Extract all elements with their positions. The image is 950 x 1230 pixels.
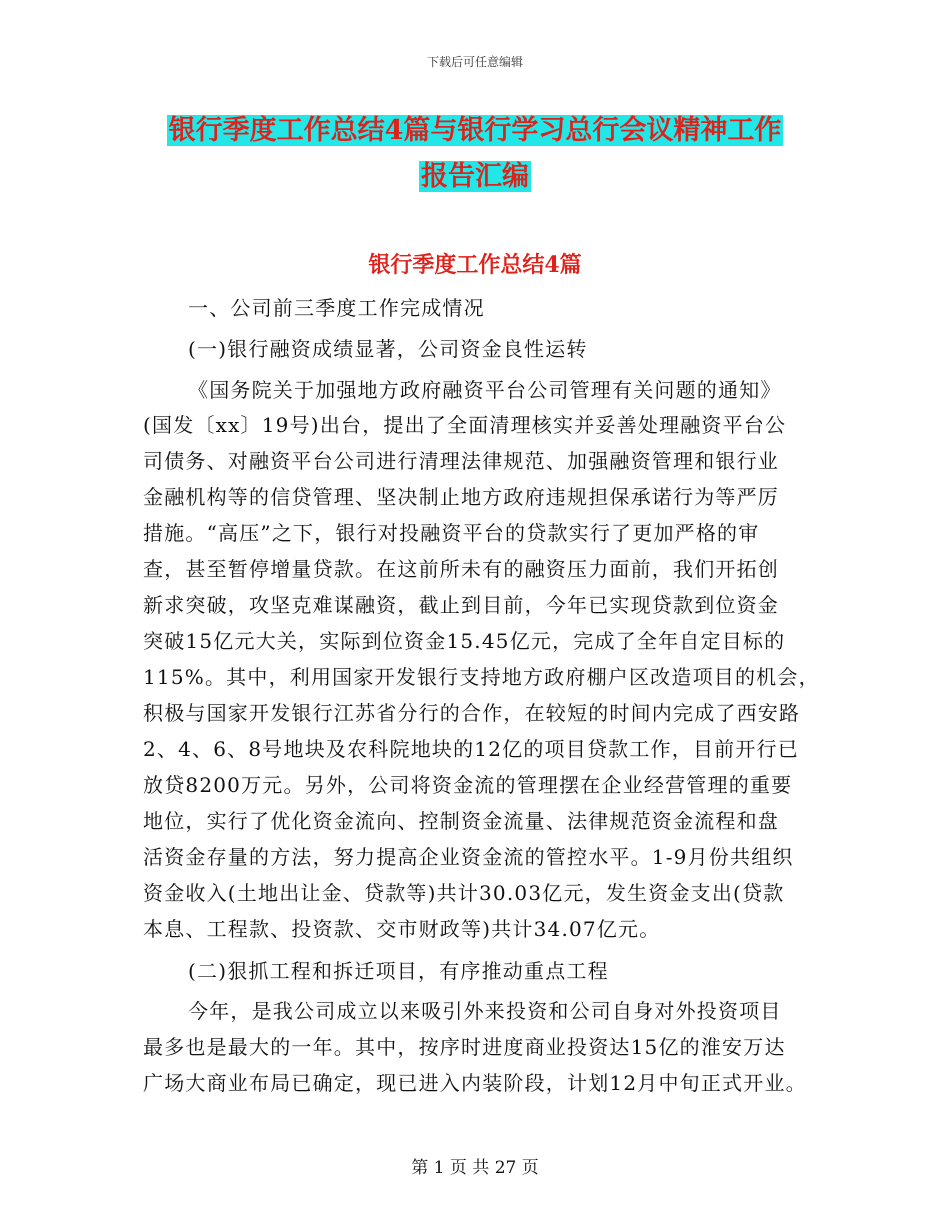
subheading-2: (二)狠抓工程和拆迁项目，有序推动重点工程: [188, 959, 609, 983]
paragraph-line: 广场大商业布局已确定，现已进入内装阶段，计划12月中旬正式开业。: [143, 1071, 807, 1095]
header-note: 下载后可任意编辑: [426, 55, 523, 69]
paragraph-line: 《国务院关于加强地方政府融资平台公司管理有关问题的通知》: [188, 378, 782, 402]
paragraph-line: 活资金存量的方法，努力提高企业资金流的管控水平。1-9月份共组织: [143, 845, 794, 869]
paragraph-line: 资金收入(土地出让金、贷款等)共计30.03亿元，发生资金支出(贷款: [143, 881, 785, 905]
paragraph-line: 地位，实行了优化资金流向、控制资金流量、法律规范资金流程和盘: [143, 809, 779, 833]
heading-1: 一、公司前三季度工作完成情况: [188, 296, 485, 320]
paragraph-line: 突破15亿元大关，实际到位资金15.45亿元，完成了全年自定目标的: [143, 629, 786, 653]
page-footer: 第 1 页 共 27 页: [411, 1158, 539, 1178]
paragraph-line: 金融机构等的信贷管理、坚决制止地方政府违规担保承诺行为等严厉: [143, 485, 779, 509]
paragraph-line: 措施。“高压”之下，银行对投融资平台的贷款实行了更加严格的审: [143, 521, 760, 545]
paragraph-line: 115%。其中，利用国家开发银行支持地方政府棚户区改造项目的机会，: [143, 665, 820, 689]
paragraph-line: 本息、工程款、投资款、交市财政等)共计34.07亿元。: [143, 917, 661, 941]
paragraph-line: 最多也是最大的一年。其中，按序时进度商业投资达15亿的淮安万达: [143, 1035, 786, 1059]
paragraph-line: 今年，是我公司成立以来吸引外来投资和公司自身对外投资项目: [188, 999, 782, 1023]
paragraph-line: 积极与国家开发银行江苏省分行的合作，在较短的时间内完成了西安路: [143, 701, 801, 725]
section-title: 银行季度工作总结4篇: [368, 252, 582, 278]
paragraph-line: 司债务、对融资平台公司进行清理法律规范、加强融资管理和银行业: [143, 449, 779, 473]
paragraph-line: (国发〔xx〕19号)出台，提出了全面清理核实并妥善处理融资平台公: [143, 413, 787, 437]
paragraph-line: 新求突破，攻坚克难谋融资，截止到目前，今年已实现贷款到位资金: [143, 593, 779, 617]
title-line-1: 银行季度工作总结4篇与银行学习总行会议精神工作: [168, 115, 782, 146]
document-title: [0, 108, 950, 200]
paragraph-line: 2、4、6、8号地块及农科院地块的12亿的项目贷款工作，目前开行已: [143, 737, 799, 761]
title-line-2: 报告汇编: [421, 161, 529, 192]
paragraph-line: 放贷8200万元。另外，公司将资金流的管理摆在企业经营管理的重要: [143, 773, 793, 797]
paragraph-line: 查，甚至暂停增量贷款。在这前所未有的融资压力面前，我们开拓创: [143, 557, 779, 581]
subheading-1: (一)银行融资成绩显著，公司资金良性运转: [188, 337, 588, 361]
